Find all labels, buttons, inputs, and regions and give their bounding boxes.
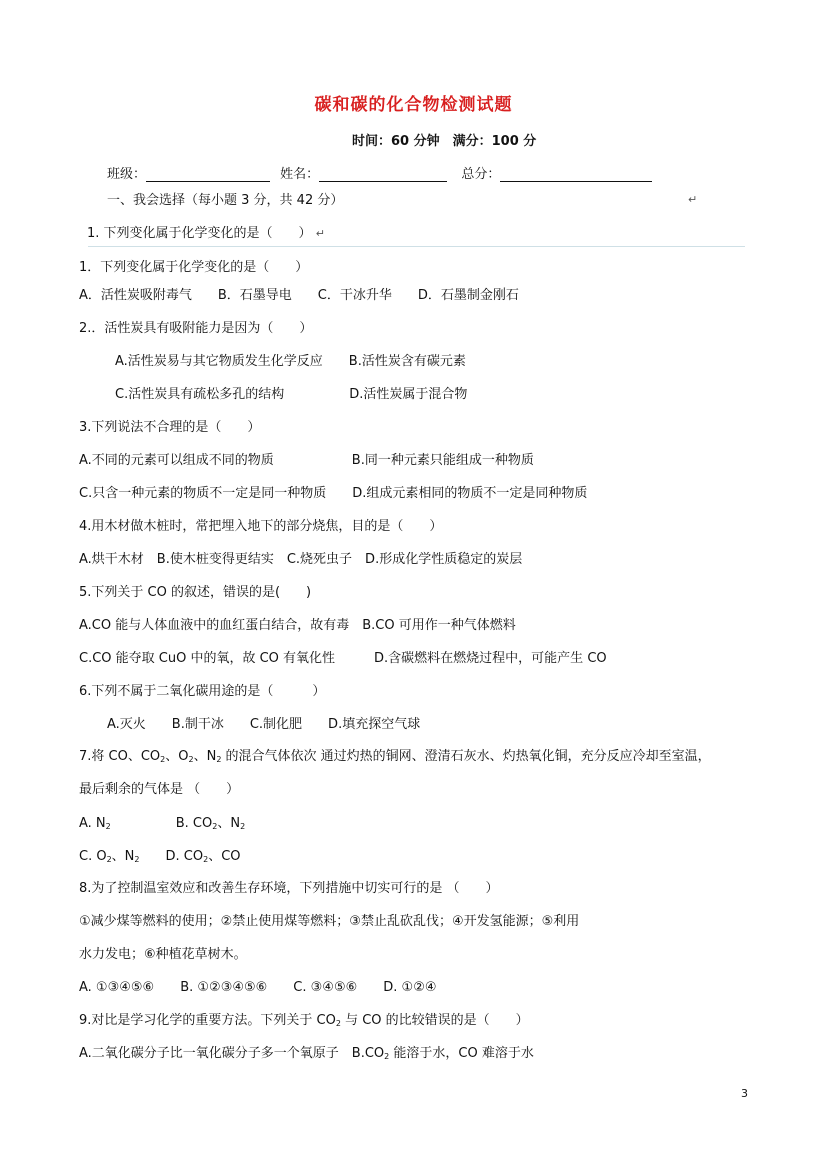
- question-line: A.CO 能与人体血液中的血红蛋白结合，故有毒 B.CO 可用作一种气体燃料: [79, 618, 516, 633]
- page-number: 3: [741, 1087, 748, 1100]
- question-line: 水力发电；⑥种植花草树木。: [79, 947, 247, 962]
- exam-meta: 时间：60 分钟 满分：100 分: [352, 134, 537, 149]
- question-line: C. $O_2$、$N_2$ D. $CO_2$、CO: [79, 849, 241, 864]
- class-blank: [146, 167, 270, 182]
- question-line: 最后剩余的气体是 （ ）: [79, 782, 240, 797]
- question-line: A. $N_2$ B. $CO_2$、$N_2$: [79, 816, 246, 831]
- name-blank: [319, 167, 447, 182]
- question-line: 3.下列说法不合理的是（ ）: [79, 420, 261, 435]
- question-line: ①减少煤等燃料的使用；②禁止使用煤等燃料；③禁止乱砍乱伐；④开发氢能源；⑤利用: [79, 914, 580, 929]
- return-mark: ↵: [688, 193, 698, 206]
- question-line: C.CO 能夺取 CuO 中的氧，故 CO 有氧化性 D.含碳燃料在燃烧过程中，可能产生 CO: [79, 651, 607, 666]
- question-line: C.只含一种元素的物质不一定是同一种物质 D.组成元素相同的物质不一定是同种物质: [79, 486, 588, 501]
- question-1-header: [87, 222, 325, 241]
- question-line: 9.对比是学习化学的重要方法。下列关于 $CO_2$ 与 CO 的比较错误的是（ ）: [79, 1013, 529, 1028]
- question-line: 7.将 CO、$CO_2$、$O_2$、$N_2$ 的混合气体依次 通过灼热的铜网、澄清石灰水、灼热氧化铜，充分反应冷却至室温，: [79, 749, 711, 764]
- question-line: A. ①③④⑤⑥ B. ①②③④⑤⑥ C. ③④⑤⑥ D. ①②④: [79, 980, 437, 995]
- question-line: A.活性炭易与其它物质发生化学反应 B.活性炭含有碳元素: [115, 354, 466, 369]
- return-mark-q1: ↵: [315, 227, 325, 240]
- question-1-header-text: 1. 下列变化属于化学变化的是（ ）: [87, 226, 312, 241]
- question-line: 8.为了控制温室效应和改善生存环境，下列措施中切实可行的是 （ ）: [79, 881, 499, 896]
- question-line: 2.．活性炭具有吸附能力是因为（ ）: [79, 321, 313, 336]
- page-title: 碳和碳的化合物检测试题: [314, 95, 513, 115]
- question-line: A.灭火 B.制干冰 C.制化肥 D.填充探空气球: [107, 717, 421, 732]
- info-row: [107, 163, 658, 182]
- question-line: A.二氧化碳分子比一氧化碳分子多一个氧原子 $B.CO_2$ 能溶于水，CO 难溶于水: [79, 1046, 534, 1061]
- header-divider: [88, 246, 745, 247]
- question-line: A.不同的元素可以组成不同的物质 B.同一种元素只能组成一种物质: [79, 453, 534, 468]
- total-blank: [500, 167, 652, 182]
- question-line: 4.用木材做木桩时，常把埋入地下的部分烧焦，目的是（ ）: [79, 519, 443, 534]
- question-line: A.烘干木材 B.使木桩变得更结实 C.烧死虫子 D.形成化学性质稳定的炭层: [79, 552, 523, 567]
- question-line: 1．下列变化属于化学变化的是（ ）: [79, 260, 309, 275]
- total-label: 总分：: [461, 167, 501, 182]
- section-title: 一、我会选择（每小题 3 分，共 42 分）: [107, 193, 344, 208]
- question-line: 6.下列不属于二氧化碳用途的是（ ）: [79, 684, 326, 699]
- question-line: C.活性炭具有疏松多孔的结构 D.活性炭属于混合物: [115, 387, 468, 402]
- name-label: 姓名：: [280, 167, 320, 182]
- class-label: 班级：: [107, 167, 147, 182]
- question-line: 5.下列关于 CO 的叙述，错误的是( ): [79, 585, 312, 600]
- question-line: A．活性炭吸附毒气 B．石墨导电 C．干冰升华 D．石墨制金刚石: [79, 288, 519, 303]
